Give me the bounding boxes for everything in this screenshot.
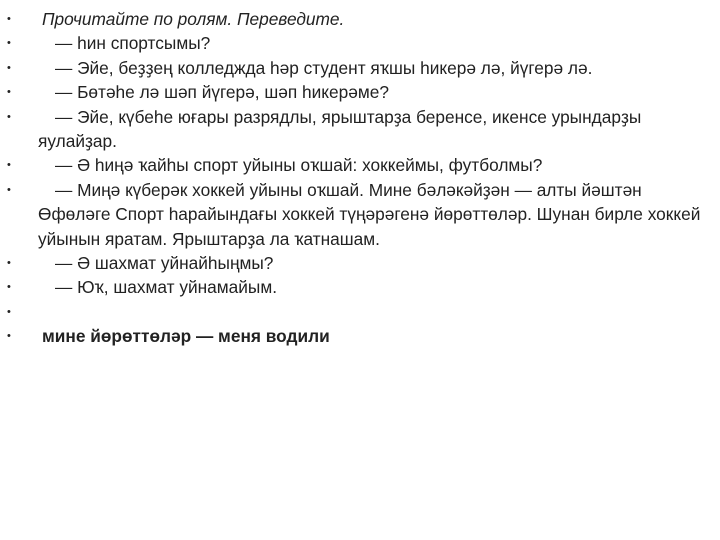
list-item-instruction (7, 7, 707, 31)
dialogue-line: — Ә шахмат уйнайһыңмы? (55, 253, 274, 274)
bullet-icon: • (7, 183, 11, 196)
dialogue-bullet-list (7, 7, 707, 349)
list-item-line-3 (7, 80, 707, 104)
bullet-icon: • (7, 61, 11, 74)
dialogue-line: — Ә һиңә ҡайһы спорт уйыны оҡшай: хоккеймы, футболмы? (55, 155, 543, 176)
dialogue-line: — Эйе, беҙҙең колледжда һәр студент яҡшы һикерә лә, йүгерә лә. (55, 57, 593, 78)
bullet-icon: • (7, 281, 11, 294)
bullet-icon: • (7, 159, 11, 172)
list-item-line-1 (7, 31, 707, 55)
list-item-line-5 (7, 153, 707, 177)
list-item-line-4 (7, 105, 707, 154)
vocabulary-note: мине йөрөттөләр — меня водили (42, 326, 330, 347)
list-item-line-8 (7, 275, 707, 299)
list-item-vocabulary (7, 324, 707, 348)
bullet-icon: • (7, 13, 11, 25)
bullet-icon: • (7, 257, 11, 270)
bullet-icon: • (7, 37, 11, 50)
list-item-line-2 (7, 56, 707, 80)
list-item-empty (7, 300, 707, 324)
list-item-line-7 (7, 251, 707, 275)
bullet-icon: • (7, 110, 11, 123)
dialogue-line: — Эйе, күбеһе юғары разрядлы, ярыштарҙа беренсе, икенсе урындарҙы яулайҙар. (38, 106, 642, 152)
dialogue-line: — Юҡ, шахмат уйнамайым. (55, 277, 278, 298)
list-item-line-6 (7, 178, 707, 251)
dialogue-line: — Бөтәһе лә шәп йүгерә, шәп һикерәме? (55, 82, 389, 103)
dialogue-line: — Миңә күберәк хоккей уйыны оҡшай. Мине бәләкәйҙән — алты йәштән Өфөләге Спорт һарайындағы хоккей түңәрәгенә йөрөттөләр. Шунан бирле хоккей уйынын яратам. Ярыштарҙа ла ҡатнашам. (38, 179, 701, 249)
bullet-icon: • (7, 305, 11, 318)
bullet-icon: • (7, 330, 11, 343)
bullet-icon: • (7, 86, 11, 99)
instruction-text: Прочитайте по ролям. Переведите. (42, 9, 345, 29)
dialogue-line: — һин спортсымы? (55, 33, 211, 54)
